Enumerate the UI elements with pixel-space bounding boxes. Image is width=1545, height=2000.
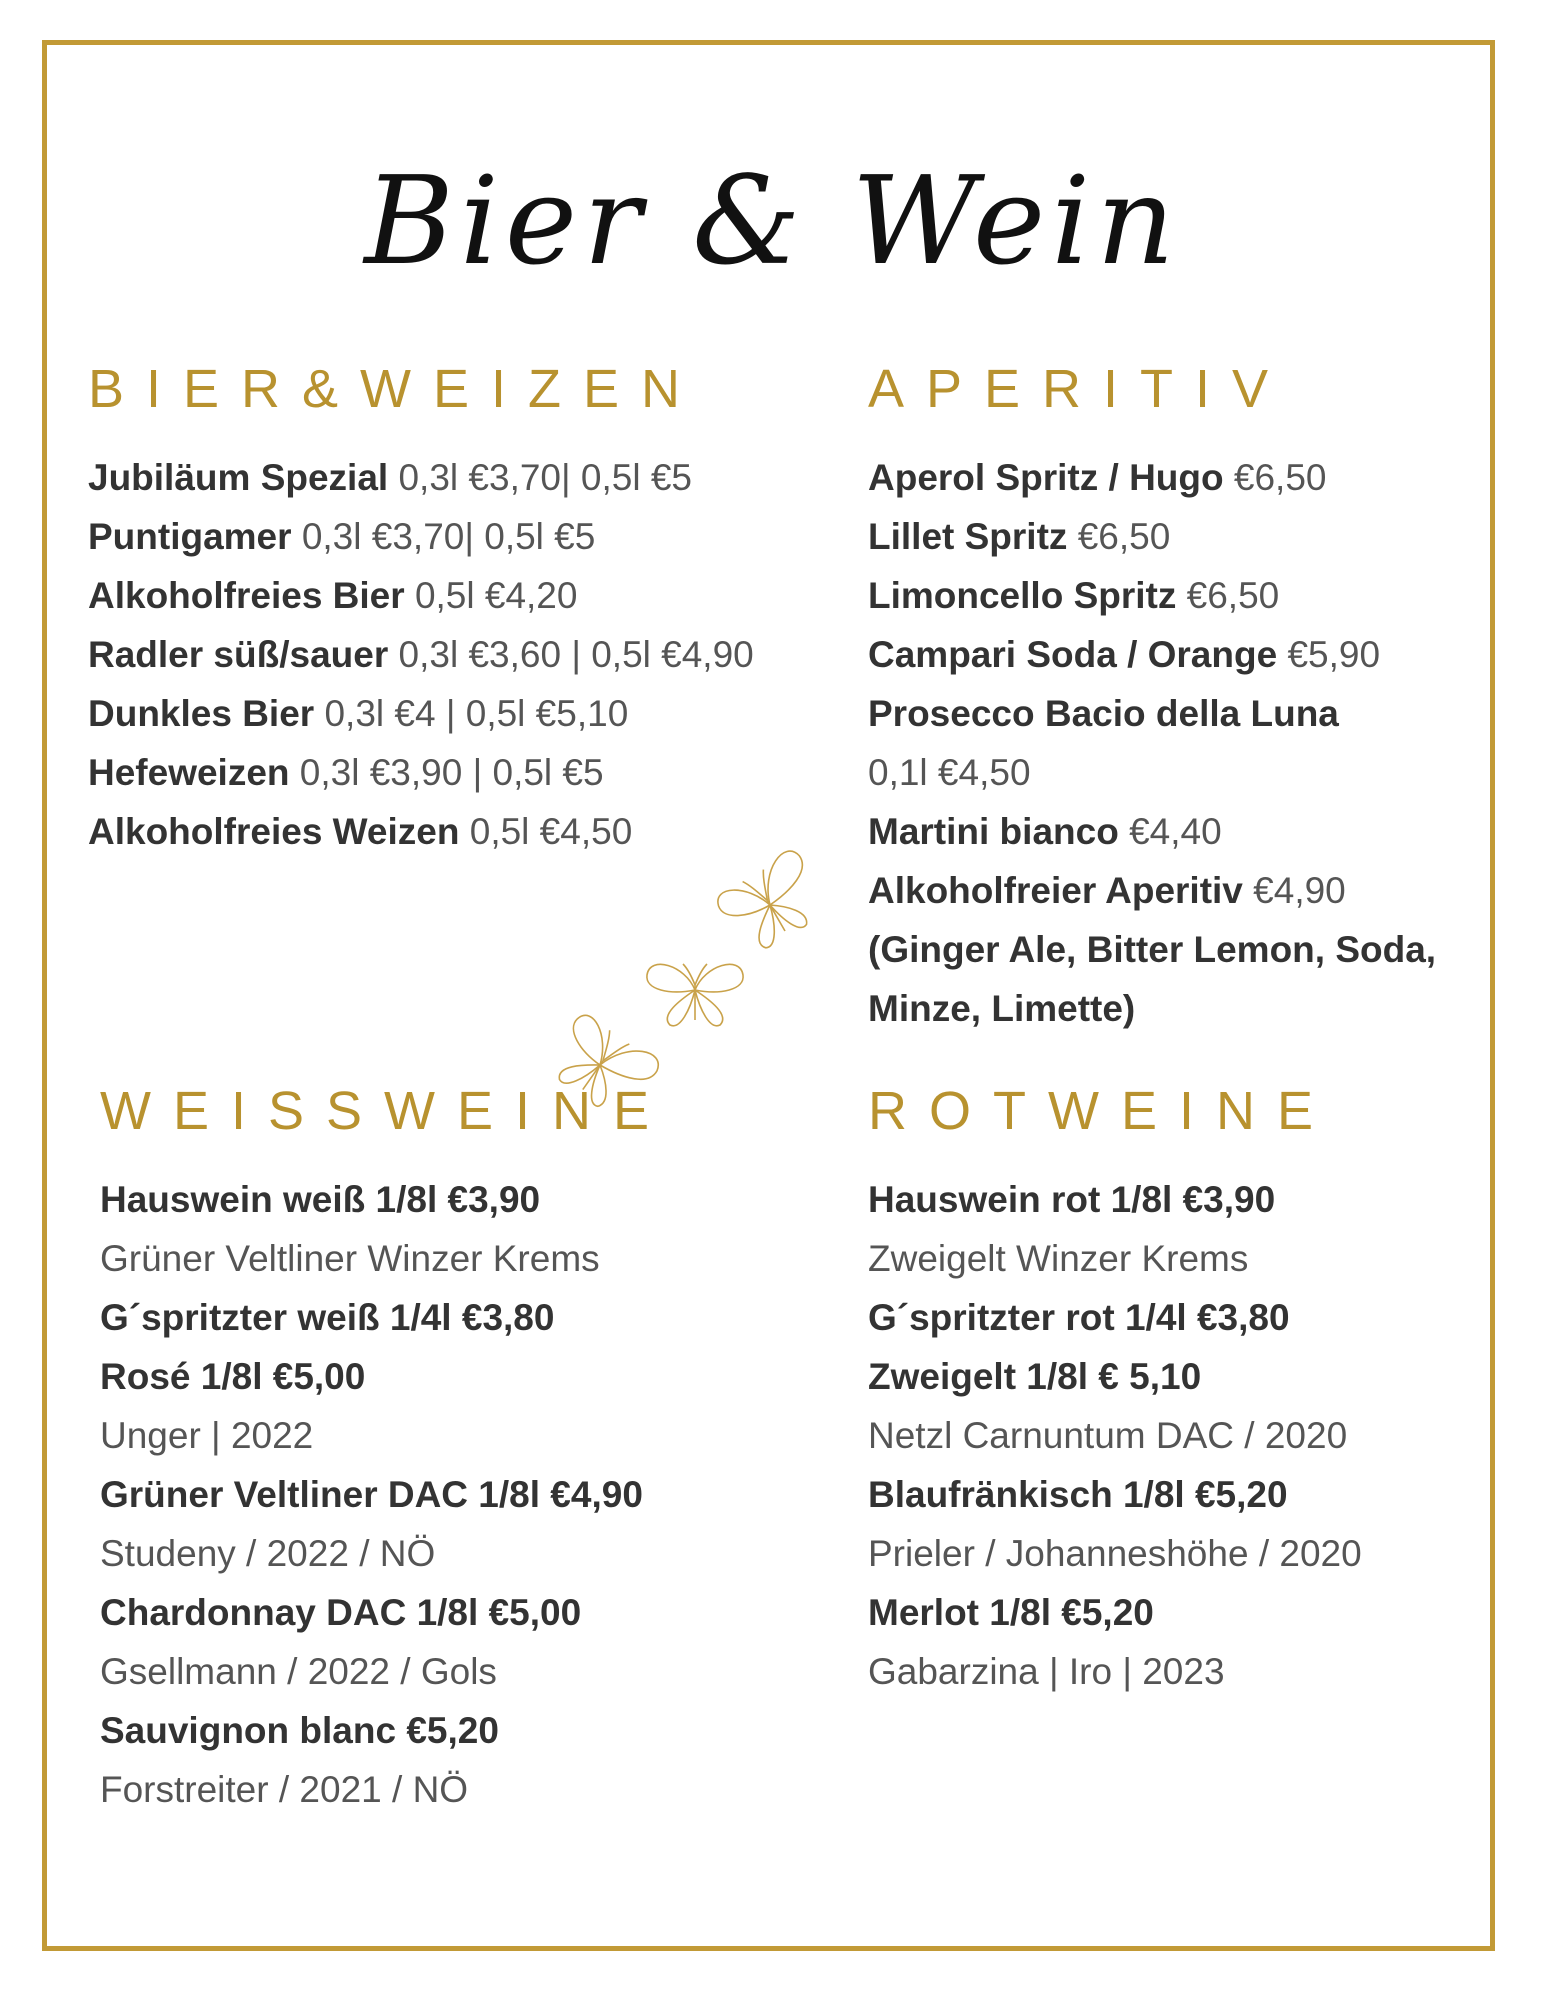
wine-detail: Netzl Carnuntum DAC / 2020 <box>868 1415 1348 1456</box>
list-item: Martini bianco €4,40 <box>868 811 1222 852</box>
rotweine-list <box>868 1170 1362 1701</box>
wine-detail: Zweigelt Winzer Krems <box>868 1238 1249 1279</box>
wine-detail: Prieler / Johanneshöhe / 2020 <box>868 1533 1362 1574</box>
list-item: Jubiläum Spezial 0,3l €3,70| 0,5l €5 <box>88 457 692 498</box>
list-item: Prosecco Bacio della Luna <box>868 693 1339 734</box>
wine-detail: Gsellmann / 2022 / Gols <box>100 1651 497 1692</box>
list-item: Campari Soda / Orange €5,90 <box>868 634 1381 675</box>
list-item: Lillet Spritz €6,50 <box>868 516 1171 557</box>
section-heading-weissweine: WEISSWEINE <box>100 1081 672 1141</box>
list-item: Alkoholfreies Weizen 0,5l €4,50 <box>88 811 633 852</box>
butterfly-icon <box>647 964 743 1026</box>
wine-detail: Studeny / 2022 / NÖ <box>100 1533 436 1574</box>
page-title: Bier & Wein <box>364 150 1181 292</box>
list-item: Hefeweizen 0,3l €3,90 | 0,5l €5 <box>88 752 604 793</box>
wine-name: Zweigelt 1/8l € 5,10 <box>868 1356 1202 1397</box>
list-item: Dunkles Bier 0,3l €4 | 0,5l €5,10 <box>88 693 629 734</box>
wine-name: Sauvignon blanc €5,20 <box>100 1710 499 1751</box>
section-heading-aperitiv: APERITIV <box>868 359 1291 419</box>
wine-name: Hauswein rot 1/8l €3,90 <box>868 1179 1276 1220</box>
wine-detail: Forstreiter / 2021 / NÖ <box>100 1769 469 1810</box>
wine-name: Blaufränkisch 1/8l €5,20 <box>868 1474 1288 1515</box>
bier-list <box>88 448 754 861</box>
wine-name: G´spritzter weiß 1/4l €3,80 <box>100 1297 555 1338</box>
section-heading-rotweine: ROTWEINE <box>868 1081 1335 1141</box>
wine-name: G´spritzter rot 1/4l €3,80 <box>868 1297 1290 1338</box>
list-item: Minze, Limette) <box>868 988 1136 1029</box>
butterfly-icon <box>712 850 832 959</box>
wine-name: Hauswein weiß 1/8l €3,90 <box>100 1179 541 1220</box>
wine-detail: Unger | 2022 <box>100 1415 314 1456</box>
list-item: Alkoholfreies Bier 0,5l €4,20 <box>88 575 578 616</box>
wine-detail: Gabarzina | Iro | 2023 <box>868 1651 1225 1692</box>
list-item: Aperol Spritz / Hugo €6,50 <box>868 457 1327 498</box>
list-item: Limoncello Spritz €6,50 <box>868 575 1280 616</box>
list-item: (Ginger Ale, Bitter Lemon, Soda, <box>868 929 1437 970</box>
wine-name: Grüner Veltliner DAC 1/8l €4,90 <box>100 1474 643 1515</box>
weissweine-list <box>100 1170 643 1819</box>
wine-name: Rosé 1/8l €5,00 <box>100 1356 366 1397</box>
list-item: Radler süß/sauer 0,3l €3,60 | 0,5l €4,90 <box>88 634 754 675</box>
wine-name: Chardonnay DAC 1/8l €5,00 <box>100 1592 582 1633</box>
list-item: Puntigamer 0,3l €3,70| 0,5l €5 <box>88 516 596 557</box>
wine-name: Merlot 1/8l €5,20 <box>868 1592 1154 1633</box>
wine-detail: Grüner Veltliner Winzer Krems <box>100 1238 600 1279</box>
section-heading-bier: BIER&WEIZEN <box>88 359 703 419</box>
list-item: Alkoholfreier Aperitiv €4,90 <box>868 870 1346 911</box>
aperitiv-list <box>868 448 1436 1038</box>
list-item: 0,1l €4,50 <box>868 752 1031 793</box>
